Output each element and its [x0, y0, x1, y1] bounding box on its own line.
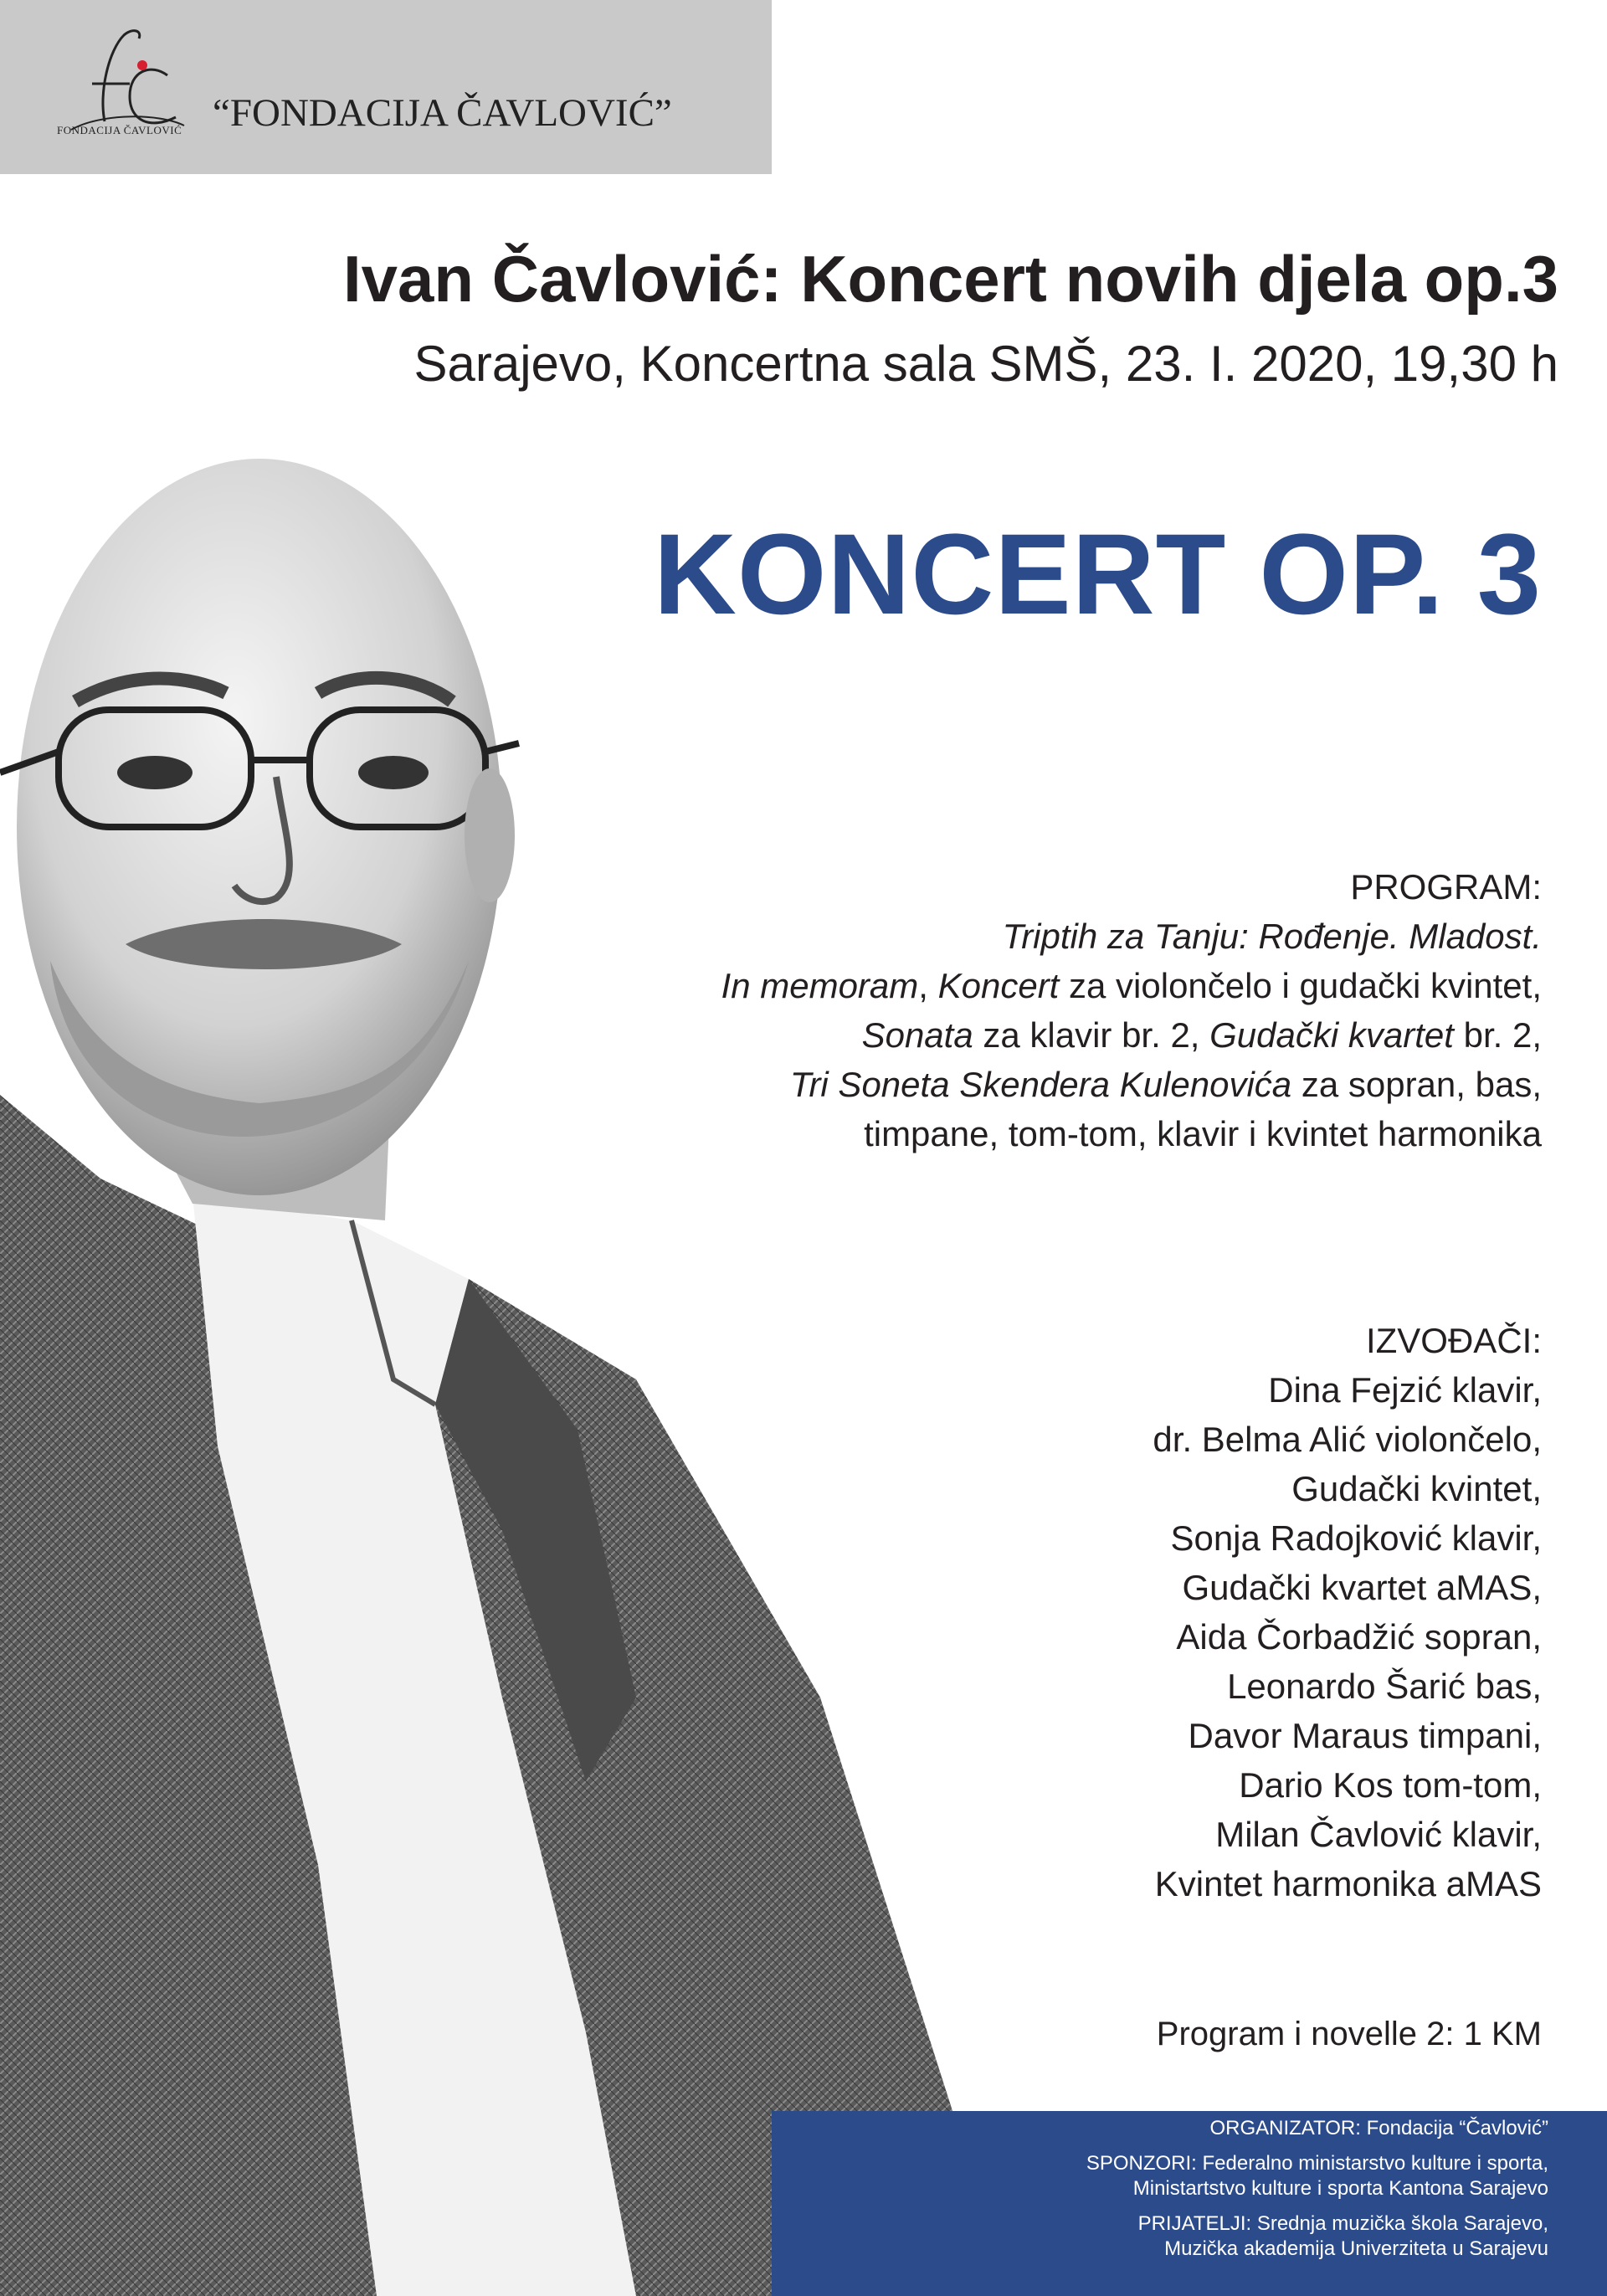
concert-big-title: KONCERT OP. 3 [653, 511, 1542, 639]
logo-caption: FONDACIJA ČAVLOVIĆ [57, 124, 182, 136]
program-line [721, 1060, 1542, 1109]
friends-line: Muzička akademija Univerziteta u Sarajevu [1164, 2237, 1548, 2260]
composer-portrait-image [0, 442, 1004, 2296]
performers-section [1153, 1316, 1542, 1908]
program-section [721, 862, 1542, 1158]
performer-item: Sonja Radojković klavir, [1170, 1518, 1542, 1558]
work-title: Tri Soneta Skendera Kulenovića [789, 1065, 1292, 1104]
program-line [721, 961, 1542, 1010]
friends-line: PRIJATELJI: Srednja muzička škola Sarajevo, [1137, 2212, 1548, 2235]
event-title: Ivan Čavlović: Koncert novih djela op.3 [342, 242, 1558, 316]
work-title: Sonata [861, 1015, 973, 1055]
price-info: Program i novelle 2: 1 KM [1156, 2016, 1542, 2052]
performer-item: Aida Čorbadžić sopran, [1176, 1617, 1542, 1657]
program-line [721, 1010, 1542, 1060]
performer-item: Dina Fejzić klavir, [1268, 1370, 1542, 1410]
performer-item: dr. Belma Alić violončelo, [1153, 1420, 1542, 1459]
performer-item: Milan Čavlović klavir, [1215, 1815, 1542, 1854]
event-subtitle: Sarajevo, Koncertna sala SMŠ, 23. I. 2020, 19,30 h [413, 336, 1558, 392]
work-title: In memoram [721, 966, 919, 1005]
performer-item: Leonardo Šarić bas, [1227, 1667, 1542, 1706]
credits-section [1086, 2116, 1548, 2262]
organizer-line: ORGANIZATOR: Fondacija “Čavlović” [1209, 2117, 1548, 2139]
program-heading: PROGRAM: [1350, 867, 1542, 907]
work-title: Koncert [937, 966, 1060, 1005]
work-title: Gudački kvartet [1209, 1015, 1454, 1055]
performer-item: Davor Maraus timpani, [1188, 1716, 1542, 1755]
sponsors-line: SPONZORI: Federalno ministarstvo kulture i sporta, [1086, 2152, 1548, 2175]
work-instrumentation: br. 2, [1453, 1015, 1542, 1055]
work-title: Triptih za Tanju: Rođenje. Mladost. [1002, 917, 1542, 956]
work-instrumentation: za klavir br. 2, [973, 1015, 1210, 1055]
performer-item: Gudački kvintet, [1291, 1469, 1542, 1508]
performer-item: Gudački kvartet aMAS, [1182, 1568, 1542, 1607]
sponsors-line: Ministartstvo kulture i sporta Kantona Sarajevo [1132, 2177, 1548, 2200]
performer-item: Dario Kos tom-tom, [1239, 1765, 1542, 1805]
work-instrumentation: za sopran, bas, [1291, 1065, 1542, 1104]
program-line [721, 912, 1542, 961]
header-band [0, 0, 772, 174]
work-instrumentation: za violončelo i gudački kvintet, [1059, 966, 1542, 1005]
program-line: timpane, tom-tom, klavir i kvintet harmonika [864, 1114, 1542, 1153]
foundation-name: “FONDACIJA ČAVLOVIĆ” [213, 91, 672, 135]
separator-text: , [918, 966, 938, 1005]
performer-item: Kvintet harmonika aMAS [1154, 1864, 1542, 1903]
performers-heading: IZVOĐAČI: [1365, 1321, 1542, 1360]
